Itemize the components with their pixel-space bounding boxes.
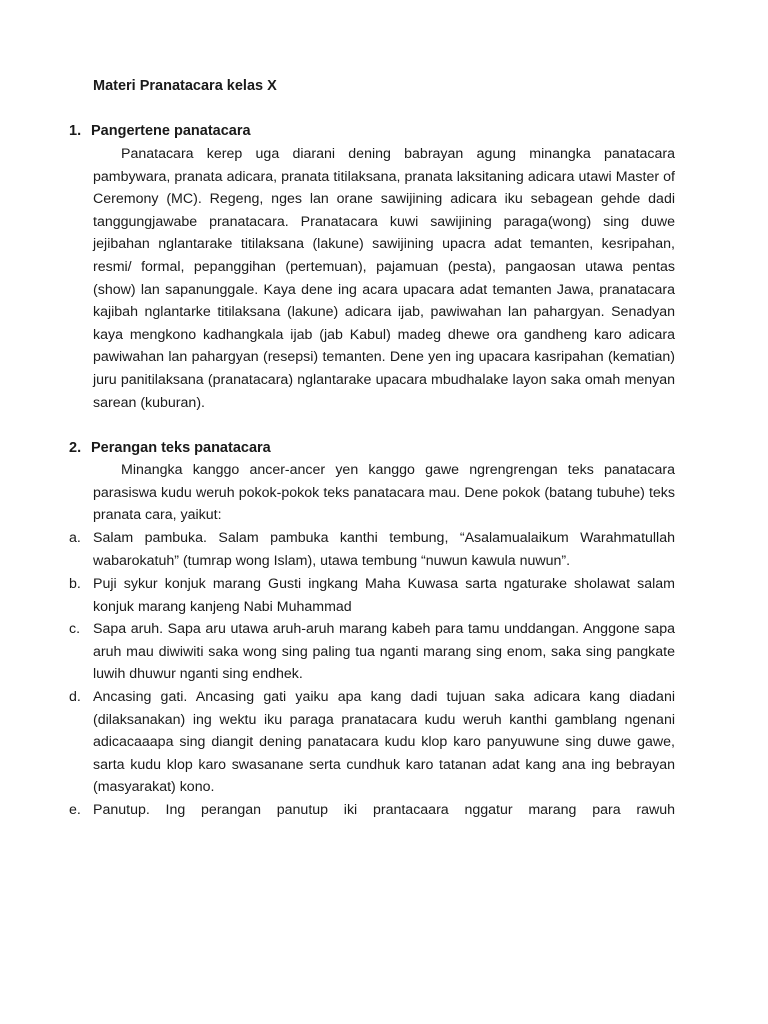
document-title: Materi Pranatacara kelas X [93,78,277,94]
list-item-e [69,799,675,822]
section-number: 1. [69,123,82,139]
section-heading-2 [69,440,271,456]
list-item-text: Salam pambuka. Salam pambuka kanthi tembung, “Asalamualaikum Warahmatullah wabarokatuh” (tumrap wong Islam), utawa tembung “nuwun kawula nuwun”. [93,530,675,569]
section-number: 2. [69,440,82,456]
list-item-text: Sapa aruh. Sapa aru utawa aruh-aruh marang kabeh para tamu unddangan. Anggone sapa aruh mau diwiwiti saka wong sing paling tua nganti marang sing enom, saka sing pangkate luwih dhuwur nganti sing endhek. [93,621,675,683]
list-item-text: Puji sykur konjuk marang Gusti ingkang Maha Kuwasa sarta ngaturake sholawat salam konjuk marang kanjeng Nabi Muhammad [93,576,675,615]
section-title: Perangan teks panatacara [91,440,271,456]
list-item-b [69,573,675,618]
section-title: Pangertene panatacara [91,123,251,139]
list-item-text: Panutup. Ing perangan panutup iki prantacaara nggatur marang para rawuh [93,802,675,818]
list-item-label: d. [69,689,81,705]
list-item-label: e. [69,802,81,818]
list-item-a [69,527,675,572]
list-item-c [69,618,675,686]
list-item-text: Ancasing gati. Ancasing gati yaiku apa kang dadi tujuan saka adicara kang diadani (dilaksanakan) ing wektu iku paraga pranatacara kudu weruh kanthi gamblang ngenani adicacaaapa sing diangit dening panatacara kudu klop karo panyuwune sing duwe gawe, sarta kudu klop karo swasanane serta cundhuk karo tatanan adat kang ana ing bebrayan (masyarakat) kono. [93,689,675,796]
list-item-d [69,686,675,799]
list-item-label: b. [69,576,81,592]
section-body-2: Minangka kanggo ancer-ancer yen kanggo gawe ngrengrengan teks panatacara parasiswa kudu weruh pokok-pokok teks panatacara mau. Dene pokok (batang tubuhe) teks pranata cara, yaikut: [93,462,675,524]
list-item-label: a. [69,530,81,546]
list-item-label: c. [69,621,81,637]
section-body-1: Panatacara kerep uga diarani dening babrayan agung minangka panatacara pambywara, pranata adicara, pranata titilaksana, pranata laksitaning adicara utawi Master of Ceremony (MC). Regeng, nges lan orane sawijining adicara iku sebagean gehde dadi tanggungjawabe pranatacara. Pranatacara kuwi sawijining paraga(wong) sing duwe jejibahan nglantarake titilaksana (lakune) sawijining upacra adat temanten, kesripahan, resmi/ formal, pepanggihan (pertemuan), pajamuan (pesta), pangaosan utawa pentas (show) lan sapanunggale. Kaya dene ing acara upacara adat temanten Jawa, pranatacara kajibah nglantarke titilaksana (lakune) adicara ijab, pawiwahan lan pahargyan. Senadyan kaya mengkono kadhangkala ijab (jab Kabul) madeg dhewe ora gandheng karo adicara pawiwahan lan pahargyan (resepsi) temanten. Dene yen ing upacara kasripahan (kematian) juru panitilaksana (pranatacara) nglantarake upacara mbudhalake layon saka omah menyan sarean (kuburan). [93,146,675,411]
section-heading-1 [69,123,251,139]
